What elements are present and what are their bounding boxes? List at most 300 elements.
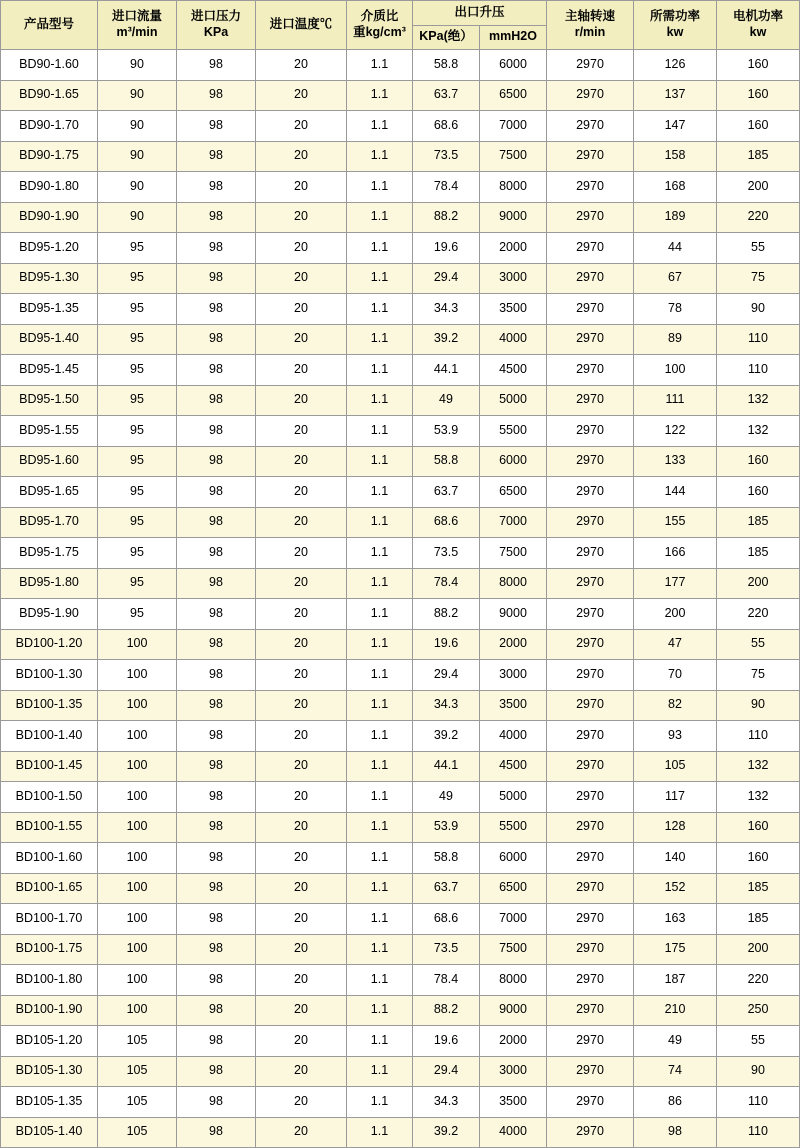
cell-inlet-pressure: 98 — [177, 904, 256, 935]
cell-model: BD100-1.55 — [1, 812, 98, 843]
cell-motor-power: 90 — [717, 294, 800, 325]
cell-outlet-kpa: 19.6 — [413, 233, 480, 264]
table-row — [1, 50, 800, 81]
cell-required-power: 86 — [634, 1087, 717, 1118]
cell-outlet-kpa: 44.1 — [413, 355, 480, 386]
cell-required-power: 158 — [634, 141, 717, 172]
cell-inlet-flow: 95 — [98, 233, 177, 264]
cell-inlet-temp: 20 — [256, 782, 347, 813]
cell-inlet-flow: 95 — [98, 385, 177, 416]
cell-outlet-mmh2o: 4000 — [480, 1117, 547, 1148]
cell-shaft-speed: 2970 — [547, 629, 634, 660]
cell-inlet-temp: 20 — [256, 934, 347, 965]
cell-model: BD95-1.65 — [1, 477, 98, 508]
cell-required-power: 168 — [634, 172, 717, 203]
cell-model: BD100-1.70 — [1, 904, 98, 935]
cell-required-power: 67 — [634, 263, 717, 294]
cell-medium-ratio: 1.1 — [347, 263, 413, 294]
cell-medium-ratio: 1.1 — [347, 934, 413, 965]
cell-inlet-pressure: 98 — [177, 995, 256, 1026]
header-medium-ratio — [347, 1, 413, 50]
cell-outlet-kpa: 73.5 — [413, 141, 480, 172]
cell-inlet-temp: 20 — [256, 873, 347, 904]
table-row — [1, 507, 800, 538]
cell-inlet-temp: 20 — [256, 172, 347, 203]
cell-motor-power: 110 — [717, 721, 800, 752]
cell-medium-ratio: 1.1 — [347, 538, 413, 569]
cell-inlet-flow: 95 — [98, 355, 177, 386]
cell-outlet-mmh2o: 7000 — [480, 111, 547, 142]
cell-required-power: 100 — [634, 355, 717, 386]
cell-outlet-kpa: 49 — [413, 385, 480, 416]
cell-shaft-speed: 2970 — [547, 263, 634, 294]
cell-shaft-speed: 2970 — [547, 477, 634, 508]
header-inlet-pressure — [177, 1, 256, 50]
cell-shaft-speed: 2970 — [547, 416, 634, 447]
cell-motor-power: 132 — [717, 385, 800, 416]
table-row — [1, 934, 800, 965]
cell-model: BD100-1.50 — [1, 782, 98, 813]
cell-inlet-flow: 100 — [98, 965, 177, 996]
cell-inlet-pressure: 98 — [177, 355, 256, 386]
cell-motor-power: 220 — [717, 965, 800, 996]
cell-inlet-pressure: 98 — [177, 1117, 256, 1148]
cell-motor-power: 220 — [717, 599, 800, 630]
header-inlet-temp: 进口温度℃ — [256, 1, 347, 50]
table-row — [1, 782, 800, 813]
cell-outlet-kpa: 78.4 — [413, 568, 480, 599]
cell-outlet-kpa: 58.8 — [413, 446, 480, 477]
cell-inlet-temp: 20 — [256, 355, 347, 386]
cell-shaft-speed: 2970 — [547, 202, 634, 233]
cell-inlet-temp: 20 — [256, 751, 347, 782]
cell-outlet-mmh2o: 6500 — [480, 873, 547, 904]
cell-inlet-temp: 20 — [256, 1056, 347, 1087]
cell-motor-power: 200 — [717, 934, 800, 965]
cell-inlet-pressure: 98 — [177, 446, 256, 477]
cell-motor-power: 132 — [717, 751, 800, 782]
cell-shaft-speed: 2970 — [547, 721, 634, 752]
cell-medium-ratio: 1.1 — [347, 568, 413, 599]
cell-required-power: 147 — [634, 111, 717, 142]
cell-outlet-kpa: 63.7 — [413, 873, 480, 904]
cell-shaft-speed: 2970 — [547, 446, 634, 477]
cell-medium-ratio: 1.1 — [347, 721, 413, 752]
cell-model: BD105-1.30 — [1, 1056, 98, 1087]
cell-required-power: 133 — [634, 446, 717, 477]
cell-inlet-flow: 100 — [98, 629, 177, 660]
cell-inlet-pressure: 98 — [177, 812, 256, 843]
cell-outlet-mmh2o: 8000 — [480, 568, 547, 599]
cell-inlet-temp: 20 — [256, 507, 347, 538]
cell-outlet-kpa: 68.6 — [413, 507, 480, 538]
cell-outlet-mmh2o: 6000 — [480, 843, 547, 874]
cell-shaft-speed: 2970 — [547, 50, 634, 81]
cell-shaft-speed: 2970 — [547, 172, 634, 203]
cell-shaft-speed: 2970 — [547, 873, 634, 904]
cell-inlet-pressure: 98 — [177, 477, 256, 508]
cell-required-power: 187 — [634, 965, 717, 996]
cell-inlet-temp: 20 — [256, 50, 347, 81]
table-row — [1, 660, 800, 691]
cell-outlet-mmh2o: 2000 — [480, 233, 547, 264]
cell-outlet-kpa: 39.2 — [413, 324, 480, 355]
cell-inlet-flow: 90 — [98, 172, 177, 203]
cell-inlet-temp: 20 — [256, 904, 347, 935]
cell-inlet-pressure: 98 — [177, 416, 256, 447]
header-inlet-flow-unit: m³/min — [116, 25, 158, 39]
cell-inlet-flow: 105 — [98, 1056, 177, 1087]
cell-medium-ratio: 1.1 — [347, 965, 413, 996]
cell-inlet-temp: 20 — [256, 965, 347, 996]
cell-outlet-kpa: 29.4 — [413, 263, 480, 294]
cell-shaft-speed: 2970 — [547, 843, 634, 874]
table-row — [1, 904, 800, 935]
cell-required-power: 89 — [634, 324, 717, 355]
cell-motor-power: 132 — [717, 782, 800, 813]
cell-inlet-temp: 20 — [256, 1087, 347, 1118]
cell-outlet-mmh2o: 5000 — [480, 782, 547, 813]
cell-medium-ratio: 1.1 — [347, 751, 413, 782]
header-model: 产品型号 — [1, 1, 98, 50]
cell-inlet-flow: 90 — [98, 202, 177, 233]
header-medium-ratio-unit: 重kg/cm³ — [353, 25, 406, 39]
cell-inlet-pressure: 98 — [177, 629, 256, 660]
cell-inlet-flow: 95 — [98, 324, 177, 355]
table-row — [1, 385, 800, 416]
cell-outlet-mmh2o: 7500 — [480, 141, 547, 172]
cell-inlet-flow: 100 — [98, 934, 177, 965]
cell-medium-ratio: 1.1 — [347, 50, 413, 81]
cell-required-power: 163 — [634, 904, 717, 935]
cell-required-power: 105 — [634, 751, 717, 782]
cell-model: BD95-1.55 — [1, 416, 98, 447]
cell-required-power: 128 — [634, 812, 717, 843]
cell-inlet-flow: 100 — [98, 721, 177, 752]
cell-motor-power: 185 — [717, 904, 800, 935]
header-required-power-label: 所需功率 — [649, 9, 700, 24]
table-body — [1, 50, 800, 1148]
cell-model: BD100-1.30 — [1, 660, 98, 691]
cell-shaft-speed: 2970 — [547, 1117, 634, 1148]
cell-shaft-speed: 2970 — [547, 507, 634, 538]
cell-required-power: 140 — [634, 843, 717, 874]
cell-inlet-pressure: 98 — [177, 1056, 256, 1087]
cell-model: BD90-1.70 — [1, 111, 98, 142]
header-inlet-pressure-label: 进口压力 — [190, 9, 241, 24]
cell-required-power: 210 — [634, 995, 717, 1026]
cell-shaft-speed: 2970 — [547, 1087, 634, 1118]
cell-shaft-speed: 2970 — [547, 568, 634, 599]
cell-motor-power: 160 — [717, 446, 800, 477]
cell-medium-ratio: 1.1 — [347, 599, 413, 630]
header-motor-power-label: 电机功率 — [732, 9, 783, 24]
header-inlet-flow — [98, 1, 177, 50]
cell-outlet-kpa: 58.8 — [413, 843, 480, 874]
cell-motor-power: 55 — [717, 1026, 800, 1057]
cell-required-power: 70 — [634, 660, 717, 691]
cell-shaft-speed: 2970 — [547, 538, 634, 569]
cell-outlet-kpa: 63.7 — [413, 80, 480, 111]
cell-model: BD95-1.45 — [1, 355, 98, 386]
header-required-power-unit: kw — [666, 25, 684, 39]
cell-medium-ratio: 1.1 — [347, 1117, 413, 1148]
cell-outlet-mmh2o: 9000 — [480, 599, 547, 630]
header-medium-ratio-label: 介质比 — [360, 9, 399, 24]
cell-shaft-speed: 2970 — [547, 80, 634, 111]
cell-outlet-mmh2o: 9000 — [480, 995, 547, 1026]
cell-inlet-pressure: 98 — [177, 660, 256, 691]
cell-inlet-temp: 20 — [256, 660, 347, 691]
cell-medium-ratio: 1.1 — [347, 1056, 413, 1087]
cell-shaft-speed: 2970 — [547, 751, 634, 782]
cell-motor-power: 200 — [717, 172, 800, 203]
cell-inlet-temp: 20 — [256, 446, 347, 477]
cell-model: BD100-1.35 — [1, 690, 98, 721]
cell-required-power: 82 — [634, 690, 717, 721]
cell-required-power: 200 — [634, 599, 717, 630]
cell-shaft-speed: 2970 — [547, 111, 634, 142]
cell-inlet-temp: 20 — [256, 599, 347, 630]
cell-medium-ratio: 1.1 — [347, 782, 413, 813]
cell-inlet-pressure: 98 — [177, 172, 256, 203]
cell-motor-power: 160 — [717, 812, 800, 843]
cell-required-power: 78 — [634, 294, 717, 325]
cell-model: BD95-1.90 — [1, 599, 98, 630]
cell-outlet-mmh2o: 4500 — [480, 751, 547, 782]
header-shaft-speed-unit: r/min — [574, 25, 606, 39]
cell-medium-ratio: 1.1 — [347, 355, 413, 386]
cell-model: BD100-1.60 — [1, 843, 98, 874]
cell-inlet-temp: 20 — [256, 1026, 347, 1057]
table-row — [1, 629, 800, 660]
cell-shaft-speed: 2970 — [547, 965, 634, 996]
cell-outlet-mmh2o: 6500 — [480, 477, 547, 508]
cell-inlet-pressure: 98 — [177, 294, 256, 325]
cell-outlet-kpa: 68.6 — [413, 904, 480, 935]
cell-inlet-flow: 100 — [98, 812, 177, 843]
cell-motor-power: 90 — [717, 690, 800, 721]
cell-motor-power: 250 — [717, 995, 800, 1026]
cell-motor-power: 185 — [717, 507, 800, 538]
cell-outlet-mmh2o: 3000 — [480, 1056, 547, 1087]
cell-model: BD95-1.35 — [1, 294, 98, 325]
cell-medium-ratio: 1.1 — [347, 995, 413, 1026]
cell-inlet-temp: 20 — [256, 538, 347, 569]
cell-required-power: 47 — [634, 629, 717, 660]
cell-medium-ratio: 1.1 — [347, 477, 413, 508]
header-shaft-speed-label: 主轴转速 — [564, 9, 615, 24]
table-row — [1, 843, 800, 874]
table-row — [1, 599, 800, 630]
cell-medium-ratio: 1.1 — [347, 80, 413, 111]
cell-inlet-flow: 95 — [98, 263, 177, 294]
cell-inlet-temp: 20 — [256, 1117, 347, 1148]
cell-outlet-mmh2o: 5000 — [480, 385, 547, 416]
cell-outlet-mmh2o: 2000 — [480, 1026, 547, 1057]
cell-shaft-speed: 2970 — [547, 385, 634, 416]
cell-inlet-temp: 20 — [256, 294, 347, 325]
cell-outlet-kpa: 88.2 — [413, 995, 480, 1026]
cell-inlet-pressure: 98 — [177, 141, 256, 172]
cell-inlet-flow: 95 — [98, 446, 177, 477]
cell-motor-power: 132 — [717, 416, 800, 447]
cell-outlet-mmh2o: 8000 — [480, 172, 547, 203]
table-row — [1, 416, 800, 447]
cell-outlet-mmh2o: 9000 — [480, 202, 547, 233]
cell-outlet-kpa: 39.2 — [413, 1117, 480, 1148]
cell-required-power: 144 — [634, 477, 717, 508]
cell-required-power: 74 — [634, 1056, 717, 1087]
cell-medium-ratio: 1.1 — [347, 111, 413, 142]
cell-inlet-flow: 95 — [98, 507, 177, 538]
cell-inlet-flow: 100 — [98, 904, 177, 935]
cell-motor-power: 160 — [717, 477, 800, 508]
cell-inlet-flow: 105 — [98, 1087, 177, 1118]
table-row — [1, 141, 800, 172]
cell-required-power: 155 — [634, 507, 717, 538]
cell-shaft-speed: 2970 — [547, 294, 634, 325]
cell-motor-power: 220 — [717, 202, 800, 233]
cell-outlet-mmh2o: 5500 — [480, 416, 547, 447]
cell-inlet-temp: 20 — [256, 202, 347, 233]
cell-inlet-temp: 20 — [256, 568, 347, 599]
cell-model: BD100-1.65 — [1, 873, 98, 904]
cell-outlet-mmh2o: 4000 — [480, 721, 547, 752]
cell-motor-power: 185 — [717, 873, 800, 904]
cell-inlet-temp: 20 — [256, 721, 347, 752]
cell-model: BD105-1.20 — [1, 1026, 98, 1057]
cell-shaft-speed: 2970 — [547, 355, 634, 386]
cell-motor-power: 90 — [717, 1056, 800, 1087]
table-row — [1, 80, 800, 111]
table-row — [1, 995, 800, 1026]
cell-shaft-speed: 2970 — [547, 233, 634, 264]
cell-required-power: 166 — [634, 538, 717, 569]
cell-medium-ratio: 1.1 — [347, 1087, 413, 1118]
cell-motor-power: 185 — [717, 538, 800, 569]
header-outlet-rise: 出口升压 — [413, 1, 547, 26]
cell-outlet-mmh2o: 6000 — [480, 50, 547, 81]
table-row — [1, 812, 800, 843]
cell-outlet-mmh2o: 3500 — [480, 294, 547, 325]
header-motor-power-unit: kw — [749, 25, 767, 39]
cell-shaft-speed: 2970 — [547, 1026, 634, 1057]
cell-inlet-pressure: 98 — [177, 568, 256, 599]
cell-inlet-pressure: 98 — [177, 782, 256, 813]
table-row — [1, 1056, 800, 1087]
table-row — [1, 355, 800, 386]
cell-outlet-kpa: 53.9 — [413, 812, 480, 843]
cell-model: BD95-1.40 — [1, 324, 98, 355]
cell-inlet-flow: 105 — [98, 1117, 177, 1148]
table-row — [1, 568, 800, 599]
cell-motor-power: 200 — [717, 568, 800, 599]
cell-shaft-speed: 2970 — [547, 660, 634, 691]
table-row — [1, 721, 800, 752]
cell-medium-ratio: 1.1 — [347, 690, 413, 721]
cell-inlet-flow: 95 — [98, 294, 177, 325]
cell-outlet-kpa: 68.6 — [413, 111, 480, 142]
cell-inlet-temp: 20 — [256, 80, 347, 111]
cell-model: BD90-1.80 — [1, 172, 98, 203]
cell-model: BD95-1.70 — [1, 507, 98, 538]
cell-inlet-flow: 100 — [98, 751, 177, 782]
cell-inlet-pressure: 98 — [177, 599, 256, 630]
cell-inlet-flow: 105 — [98, 1026, 177, 1057]
cell-inlet-pressure: 98 — [177, 1087, 256, 1118]
cell-medium-ratio: 1.1 — [347, 1026, 413, 1057]
header-motor-power — [717, 1, 800, 50]
table-row — [1, 1026, 800, 1057]
cell-model: BD95-1.20 — [1, 233, 98, 264]
cell-inlet-flow: 90 — [98, 141, 177, 172]
cell-inlet-flow: 95 — [98, 568, 177, 599]
cell-required-power: 175 — [634, 934, 717, 965]
cell-model: BD95-1.80 — [1, 568, 98, 599]
cell-outlet-kpa: 58.8 — [413, 50, 480, 81]
cell-outlet-mmh2o: 5500 — [480, 812, 547, 843]
cell-required-power: 126 — [634, 50, 717, 81]
cell-inlet-pressure: 98 — [177, 324, 256, 355]
table-row — [1, 751, 800, 782]
cell-outlet-mmh2o: 8000 — [480, 965, 547, 996]
cell-medium-ratio: 1.1 — [347, 812, 413, 843]
cell-motor-power: 160 — [717, 50, 800, 81]
cell-inlet-pressure: 98 — [177, 385, 256, 416]
cell-outlet-mmh2o: 2000 — [480, 629, 547, 660]
table-row — [1, 172, 800, 203]
cell-outlet-kpa: 73.5 — [413, 934, 480, 965]
cell-motor-power: 160 — [717, 80, 800, 111]
cell-required-power: 122 — [634, 416, 717, 447]
table-row — [1, 324, 800, 355]
cell-required-power: 111 — [634, 385, 717, 416]
cell-inlet-temp: 20 — [256, 141, 347, 172]
cell-model: BD100-1.45 — [1, 751, 98, 782]
cell-inlet-temp: 20 — [256, 233, 347, 264]
header-inlet-pressure-unit: KPa — [203, 25, 229, 39]
cell-model: BD100-1.75 — [1, 934, 98, 965]
cell-shaft-speed: 2970 — [547, 782, 634, 813]
cell-medium-ratio: 1.1 — [347, 873, 413, 904]
cell-required-power: 98 — [634, 1117, 717, 1148]
cell-model: BD90-1.75 — [1, 141, 98, 172]
cell-inlet-pressure: 98 — [177, 1026, 256, 1057]
cell-outlet-kpa: 39.2 — [413, 721, 480, 752]
table-row — [1, 111, 800, 142]
cell-inlet-temp: 20 — [256, 385, 347, 416]
cell-outlet-mmh2o: 7000 — [480, 904, 547, 935]
cell-motor-power: 75 — [717, 660, 800, 691]
cell-model: BD100-1.20 — [1, 629, 98, 660]
cell-model: BD90-1.60 — [1, 50, 98, 81]
header-row — [1, 1, 800, 26]
cell-outlet-mmh2o: 3000 — [480, 660, 547, 691]
cell-outlet-mmh2o: 7500 — [480, 934, 547, 965]
cell-outlet-mmh2o: 7500 — [480, 538, 547, 569]
cell-outlet-mmh2o: 7000 — [480, 507, 547, 538]
cell-inlet-pressure: 98 — [177, 965, 256, 996]
cell-required-power: 137 — [634, 80, 717, 111]
cell-medium-ratio: 1.1 — [347, 172, 413, 203]
cell-outlet-kpa: 34.3 — [413, 1087, 480, 1118]
table-row — [1, 446, 800, 477]
cell-outlet-mmh2o: 3500 — [480, 690, 547, 721]
cell-inlet-temp: 20 — [256, 995, 347, 1026]
cell-outlet-kpa: 19.6 — [413, 1026, 480, 1057]
header-inlet-flow-label: 进口流量 — [111, 9, 162, 24]
